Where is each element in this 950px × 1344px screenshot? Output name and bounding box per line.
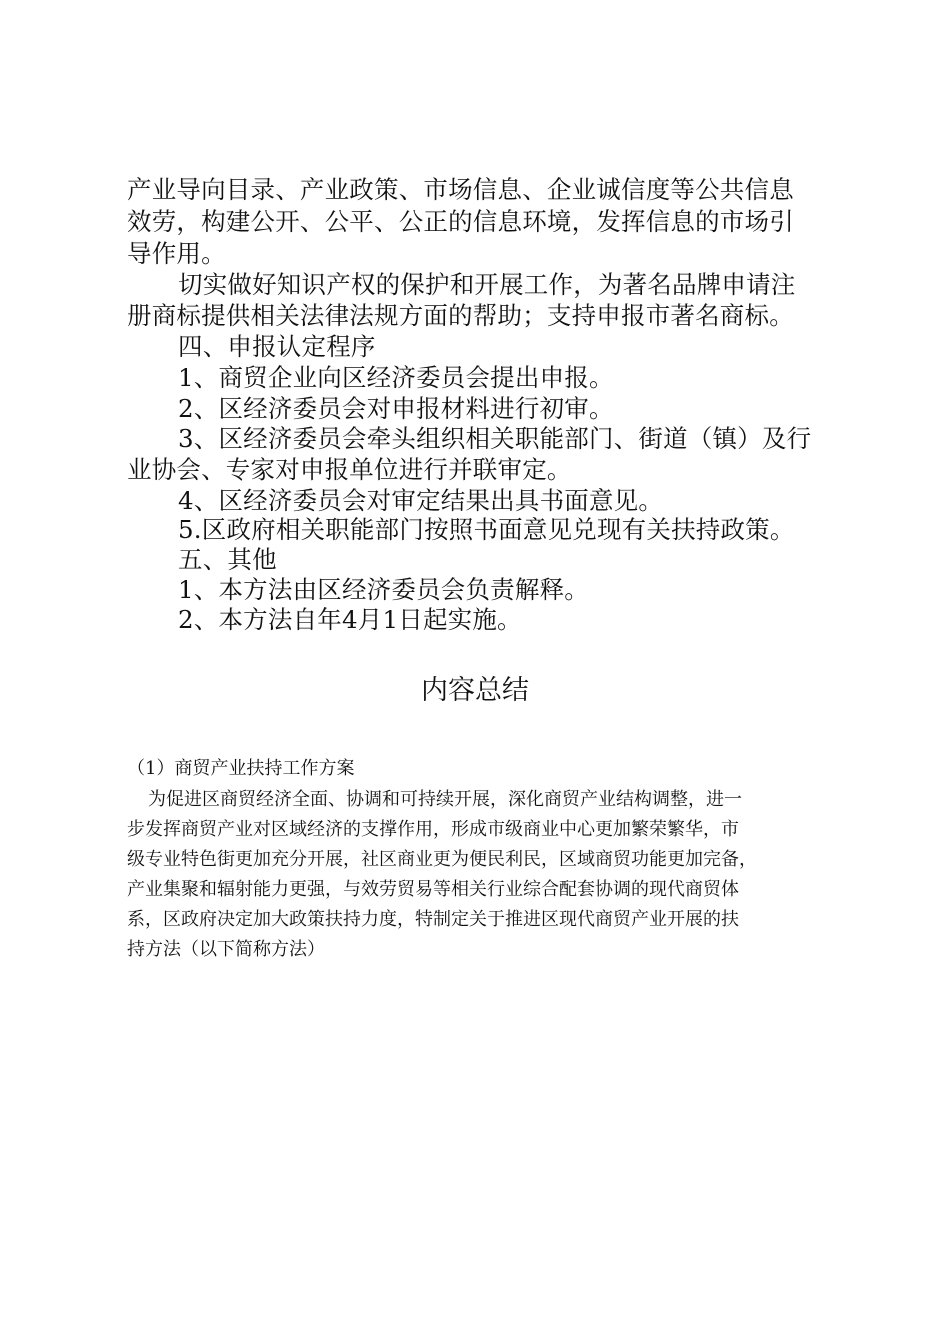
list-item: 3、区经济委员会牵头组织相关职能部门、街道（镇）及行 — [178, 424, 812, 453]
summary-line: 为促进区商贸经济全面、协调和可持续开展，深化商贸产业结构调整，进一 — [148, 789, 742, 810]
list-item: 5.区政府相关职能部门按照书面意见兑现有关扶持政策。 — [178, 515, 795, 544]
section-heading: 五、其他 — [178, 545, 277, 574]
body-line: 产业导向目录、产业政策、市场信息、企业诚信度等公共信息 — [127, 175, 794, 204]
list-item: 1、本方法由区经济委员会负责解释。 — [178, 575, 589, 604]
summary-line: 持方法（以下简称方法） — [127, 939, 325, 960]
summary-subheading: （1）商贸产业扶持工作方案 — [127, 758, 355, 779]
section-heading: 四、申报认定程序 — [178, 332, 376, 361]
list-item: 2、区经济委员会对申报材料进行初审。 — [178, 394, 614, 423]
body-line: 册商标提供相关法律法规方面的帮助；支持申报市著名商标。 — [127, 301, 794, 330]
list-item-continuation: 业协会、专家对申报单位进行并联审定。 — [127, 455, 572, 484]
list-item: 1、商贸企业向区经济委员会提出申报。 — [178, 363, 614, 392]
list-item: 2、本方法自年4月1日起实施。 — [178, 605, 522, 634]
summary-line: 产业集聚和辐射能力更强，与效劳贸易等相关行业综合配套协调的现代商贸体 — [127, 879, 739, 900]
body-line: 切实做好知识产权的保护和开展工作，为著名品牌申请注 — [178, 270, 796, 299]
summary-line: 步发挥商贸产业对区域经济的支撑作用，形成市级商业中心更加繁荣繁华，市 — [127, 819, 739, 840]
summary-title: 内容总结 — [421, 675, 529, 706]
summary-line: 级专业特色街更加充分开展，社区商业更为便民利民，区域商贸功能更加完备， — [127, 849, 757, 870]
list-item: 4、区经济委员会对审定结果出具书面意见。 — [178, 486, 664, 515]
body-line: 效劳，构建公开、公平、公正的信息环境，发挥信息的市场引 — [127, 207, 794, 236]
body-line: 导作用。 — [127, 239, 226, 268]
summary-line: 系，区政府决定加大政策扶持力度，特制定关于推进区现代商贸产业开展的扶 — [127, 909, 739, 930]
